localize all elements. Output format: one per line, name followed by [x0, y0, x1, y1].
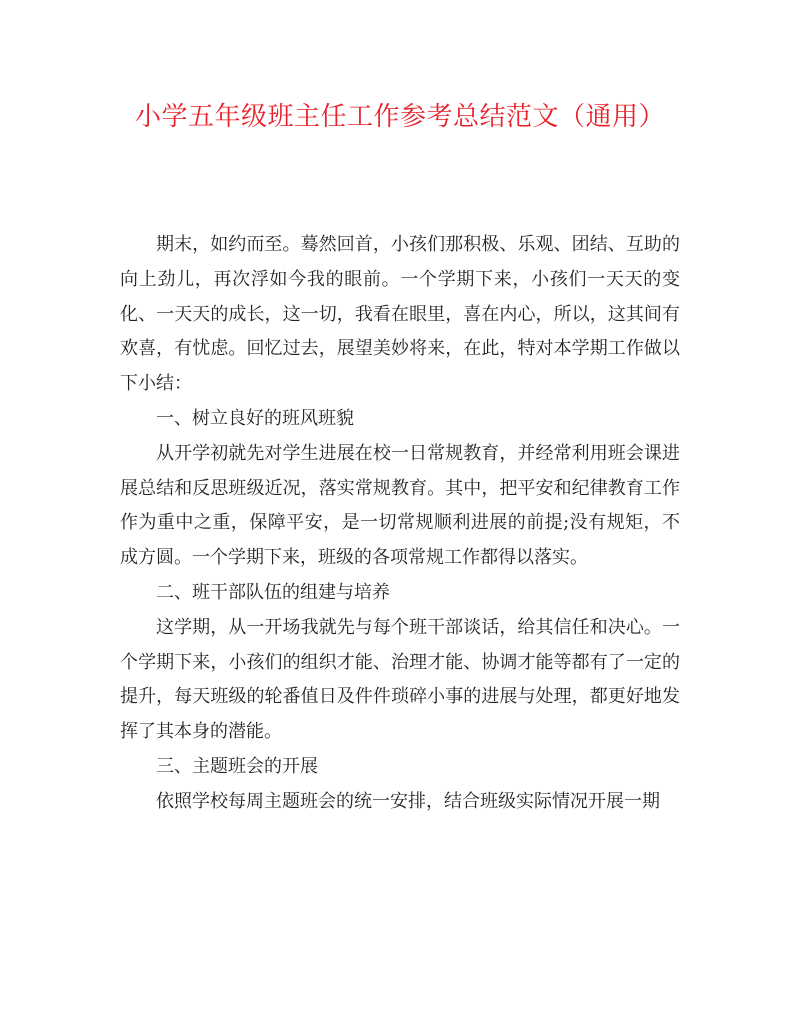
paragraph-section-2: 这学期，从一开场我就先与每个班干部谈话，给其信任和决心。一个学期下来，小孩们的组织才能、治理才能、协调才能等都有了一定的提升，每天班级的轮番值日及件件琐碎小事的进展与处理，都更好地发挥了其本身的潜能。: [120, 616, 680, 743]
section-heading-1: 一、树立良好的班风班貌: [156, 407, 354, 429]
paragraph-section-3: 依照学校每周主题班会的统一安排，结合班级实际情况开展一期: [156, 790, 660, 812]
section-heading-2: 二、班干部队伍的组建与培养: [156, 581, 390, 603]
document-body: [120, 228, 680, 820]
section-heading-3: 三、主题班会的开展: [156, 755, 318, 777]
paragraph-section-1: 从开学初就先对学生进展在校一日常规教育，并经常利用班会课进展总结和反思班级近况，落实常规教育。其中，把平安和纪律教育工作作为重中之重，保障平安，是一切常规顺利进展的前提;没有规矩，不成方圆。一个学期下来，班级的各项常规工作都得以落实。: [120, 442, 680, 569]
paragraph-intro: 期末，如约而至。蓦然回首，小孩们那积极、乐观、团结、互助的向上劲儿，再次浮如今我的眼前。一个学期下来，小孩们一天天的变化、一天天的成长，这一切，我看在眼里，喜在内心，所以，这其间有欢喜，有忧虑。回忆过去，展望美妙将来，在此，特对本学期工作做以下小结：: [120, 234, 680, 395]
document-title: 小学五年级班主任工作参考总结范文（通用）: [134, 102, 665, 132]
